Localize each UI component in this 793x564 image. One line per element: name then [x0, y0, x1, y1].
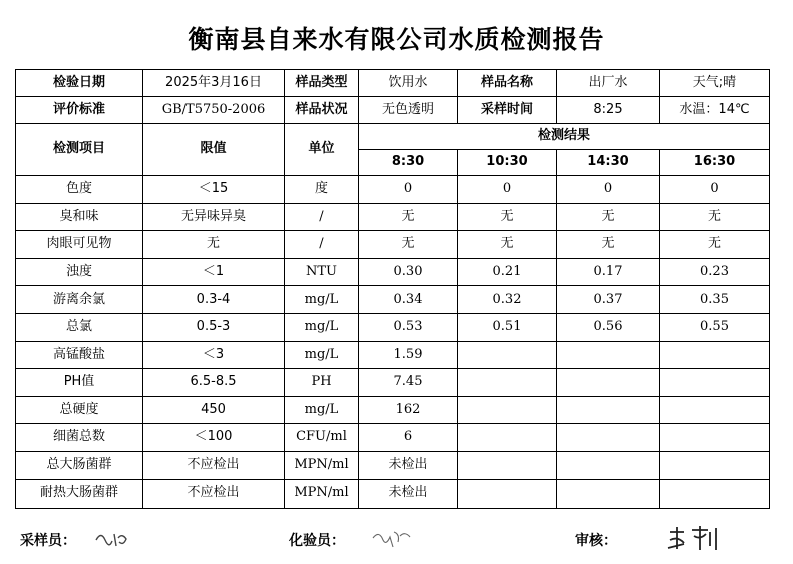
unit-cell: MPN/ml	[285, 451, 359, 479]
result-cell	[557, 369, 660, 397]
item-cell: 总氯	[16, 313, 143, 341]
result-cell	[557, 396, 660, 424]
result-cell: 无	[458, 203, 557, 231]
result-cell: 0.30	[359, 258, 458, 286]
result-cell: 0.55	[660, 313, 770, 341]
table-row	[16, 341, 770, 369]
limit-cell: ＜1	[143, 258, 285, 286]
unit-cell: /	[285, 231, 359, 259]
sampling-time-value: 8:25	[557, 97, 660, 124]
unit-cell: mg/L	[285, 313, 359, 341]
result-cell: 0.21	[458, 258, 557, 286]
unit-cell: CFU/ml	[285, 424, 359, 452]
result-cell: 0.53	[359, 313, 458, 341]
result-cell: 1.59	[359, 341, 458, 369]
result-cell: 未检出	[359, 479, 458, 508]
unit-cell: PH	[285, 369, 359, 397]
sample-name-label: 样品名称	[458, 70, 557, 97]
sample-status-value: 无色透明	[359, 97, 458, 124]
item-cell: 臭和味	[16, 203, 143, 231]
limit-cell: 不应检出	[143, 451, 285, 479]
item-cell: PH值	[16, 369, 143, 397]
limit-cell: 6.5-8.5	[143, 369, 285, 397]
sample-type-value: 饮用水	[359, 70, 458, 97]
sampling-time-label: 采样时间	[458, 97, 557, 124]
result-cell	[458, 369, 557, 397]
header-row-1	[16, 70, 770, 97]
result-cell: 0.32	[458, 286, 557, 314]
result-cell: 0	[557, 176, 660, 204]
unit-column-header: 单位	[285, 124, 359, 176]
result-cell: 162	[359, 396, 458, 424]
result-cell: 未检出	[359, 451, 458, 479]
limit-cell: ＜3	[143, 341, 285, 369]
item-cell: 耐热大肠菌群	[16, 479, 143, 508]
unit-cell: mg/L	[285, 286, 359, 314]
result-cell	[660, 369, 770, 397]
table-row	[16, 424, 770, 452]
sampler-label: 采样员：	[20, 533, 76, 549]
unit-cell: 度	[285, 176, 359, 204]
sample-type-label: 样品类型	[285, 70, 359, 97]
time-header: 8:30	[359, 150, 458, 176]
sampler-signature	[92, 526, 132, 550]
table-row	[16, 451, 770, 479]
result-cell	[660, 451, 770, 479]
result-cell	[458, 424, 557, 452]
unit-cell: MPN/ml	[285, 479, 359, 508]
standard-value: GB/T5750-2006	[143, 97, 285, 124]
report-table	[15, 69, 770, 509]
result-cell	[660, 341, 770, 369]
result-cell	[458, 396, 557, 424]
table-row	[16, 231, 770, 259]
reviewer-label: 审核：	[575, 533, 617, 549]
limit-cell: 0.5-3	[143, 313, 285, 341]
result-cell: 0	[359, 176, 458, 204]
result-cell: 0.23	[660, 258, 770, 286]
item-cell: 游离余氯	[16, 286, 143, 314]
limit-cell: ＜100	[143, 424, 285, 452]
result-cell	[458, 451, 557, 479]
table-row	[16, 396, 770, 424]
result-cell: 0.35	[660, 286, 770, 314]
item-cell: 高锰酸盐	[16, 341, 143, 369]
time-header: 14:30	[557, 150, 660, 176]
limit-cell: 无异味异臭	[143, 203, 285, 231]
result-cell: 0.56	[557, 313, 660, 341]
result-cell: 无	[359, 231, 458, 259]
date-value: 2025年3月16日	[143, 70, 285, 97]
tester-signature	[370, 526, 414, 550]
table-row	[16, 176, 770, 204]
result-cell	[557, 451, 660, 479]
header-row-2	[16, 97, 770, 124]
unit-cell: mg/L	[285, 341, 359, 369]
result-cell: 0	[458, 176, 557, 204]
limit-cell: 不应检出	[143, 479, 285, 508]
weather-value: 天气;晴	[660, 70, 770, 97]
result-cell: 无	[660, 203, 770, 231]
item-cell: 肉眼可见物	[16, 231, 143, 259]
limit-cell: ＜15	[143, 176, 285, 204]
table-row	[16, 479, 770, 508]
unit-cell: NTU	[285, 258, 359, 286]
date-label: 检验日期	[16, 70, 143, 97]
limit-cell: 0.3-4	[143, 286, 285, 314]
result-cell: 无	[359, 203, 458, 231]
result-cell: 0.37	[557, 286, 660, 314]
table-row	[16, 286, 770, 314]
table-row	[16, 313, 770, 341]
result-cell	[458, 479, 557, 508]
result-cell: 无	[458, 231, 557, 259]
time-header: 10:30	[458, 150, 557, 176]
result-cell	[557, 424, 660, 452]
tester-label: 化验员：	[289, 533, 345, 549]
limit-cell: 450	[143, 396, 285, 424]
sample-name-value: 出厂水	[557, 70, 660, 97]
result-cell: 无	[557, 231, 660, 259]
result-cell: 无	[660, 231, 770, 259]
result-cell: 0	[660, 176, 770, 204]
item-cell: 色度	[16, 176, 143, 204]
sample-status-label: 样品状况	[285, 97, 359, 124]
reviewer-signature	[664, 522, 720, 554]
item-column-header: 检测项目	[16, 124, 143, 176]
water-temp-value: 水温：14℃	[660, 97, 770, 124]
report-title: 衡南县自来水有限公司水质检测报告	[188, 25, 605, 54]
item-cell: 浊度	[16, 258, 143, 286]
standard-label: 评价标准	[16, 97, 143, 124]
result-cell: 0.17	[557, 258, 660, 286]
item-cell: 总大肠菌群	[16, 451, 143, 479]
limit-column-header: 限值	[143, 124, 285, 176]
unit-cell: mg/L	[285, 396, 359, 424]
result-cell: 无	[557, 203, 660, 231]
result-cell	[458, 341, 557, 369]
result-cell	[660, 424, 770, 452]
table-row	[16, 258, 770, 286]
unit-cell: /	[285, 203, 359, 231]
result-cell: 6	[359, 424, 458, 452]
item-cell: 细菌总数	[16, 424, 143, 452]
result-cell	[660, 479, 770, 508]
item-cell: 总硬度	[16, 396, 143, 424]
limit-cell: 无	[143, 231, 285, 259]
column-header-row	[16, 124, 770, 150]
table-row	[16, 203, 770, 231]
table-row	[16, 369, 770, 397]
result-cell	[557, 341, 660, 369]
results-column-header: 检测结果	[359, 124, 770, 150]
result-cell	[660, 396, 770, 424]
result-cell: 0.51	[458, 313, 557, 341]
result-cell: 7.45	[359, 369, 458, 397]
result-cell	[557, 479, 660, 508]
result-cell: 0.34	[359, 286, 458, 314]
time-header: 16:30	[660, 150, 770, 176]
